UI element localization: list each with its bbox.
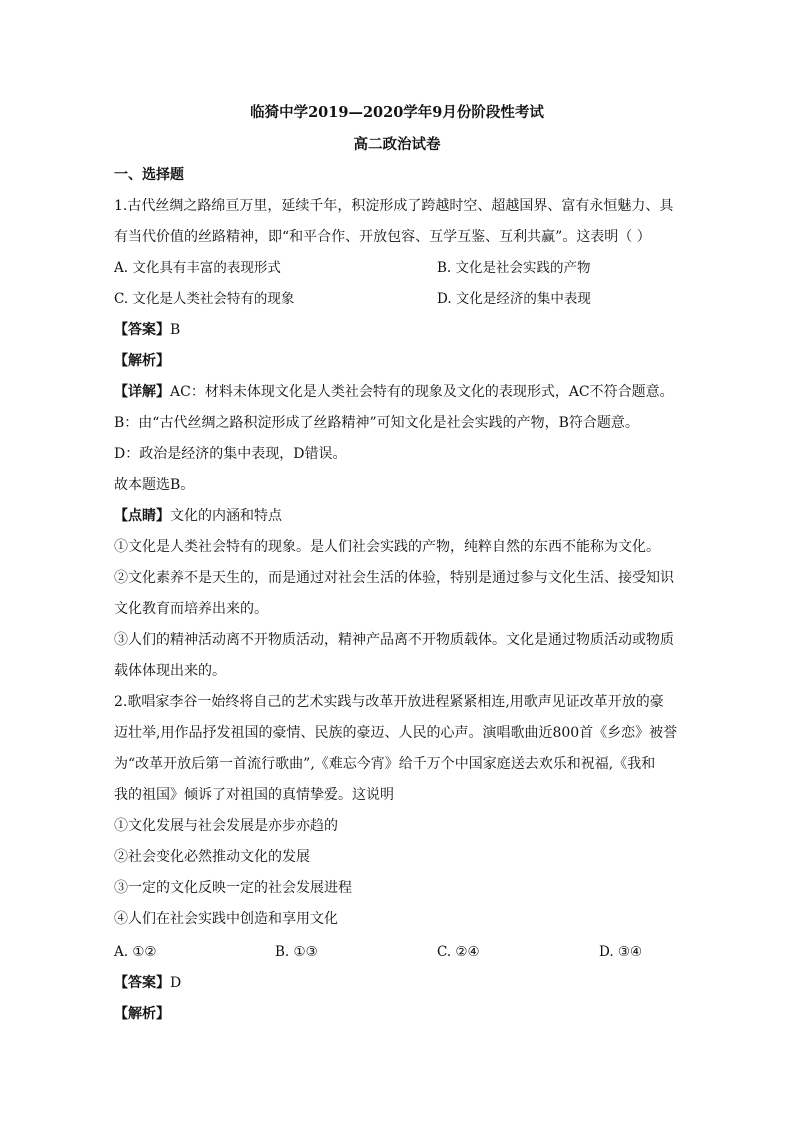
q2-answer	[114, 973, 181, 993]
q1-detail-line-3: D：政治是经济的集中表现，D错误。	[114, 446, 347, 462]
q1-point-title: 文化的内涵和特点	[170, 508, 282, 524]
q1-option-b: B. 文化是社会实践的产物	[437, 260, 591, 276]
q2-option-d: D. ③④	[599, 944, 643, 960]
q1-option-d: D. 文化是经济的集中表现	[437, 291, 591, 307]
q2-answer-tag: 【答案】	[114, 975, 170, 991]
q1-answer	[114, 320, 180, 340]
q1-point-line-5: 载体体现出来的。	[114, 663, 226, 679]
q2-stem-line-4: 我的祖国》倾诉了对祖国的真情挚爱。这说明	[114, 787, 394, 803]
q1-detail-line-2: B：由“古代丝绸之路积淀形成了丝路精神”可知文化是社会实践的产物，B符合题意。	[114, 415, 639, 431]
q1-stem-line-1: 1.古代丝绸之路绵亘万里，延续千年，积淀形成了跨越时空、超越国界、富有永恒魅力、具	[114, 198, 674, 214]
q2-statement-2: ②社会变化必然推动文化的发展	[114, 849, 310, 865]
q1-detail-line-1	[114, 382, 674, 402]
q1-option-a: A. 文化具有丰富的表现形式	[114, 260, 281, 276]
q2-stem-line-3: 为“改革开放后第一首流行歌曲”,《难忘今宵》给千万个中国家庭送去欢乐和祝福,《我和	[114, 756, 656, 772]
q1-detail-line-4: 故本题选B。	[114, 477, 195, 493]
q2-stem-line-1: 2.歌唱家李谷一始终将自己的艺术实践与改革开放进程紧紧相连,用歌声见证改革开放的豪	[114, 694, 664, 710]
q1-point-line-2: ②文化素养不是天生的，而是通过对社会生活的体验，特别是通过参与文化生活、接受知识	[114, 570, 674, 586]
q1-stem-line-2: 有当代价值的丝路精神，即“和平合作、开放包容、互学互鉴、互利共赢”。这表明（ ）	[114, 229, 651, 245]
q1-point-line-1: ①文化是人类社会特有的现象。是人们社会实践的产物，纯粹自然的东西不能称为文化。	[114, 539, 660, 555]
q2-option-b: B. ①③	[275, 944, 318, 960]
q2-stem-line-2: 迈壮举,用作品抒发祖国的豪情、民族的豪迈、人民的心声。演唱歌曲近800首《乡恋》被誉	[114, 725, 678, 741]
q1-option-c: C. 文化是人类社会特有的现象	[114, 291, 295, 307]
q1-answer-tag: 【答案】	[114, 322, 170, 338]
q2-answer-value: D	[170, 975, 182, 991]
exam-subtitle: 高二政治试卷	[353, 136, 441, 153]
q2-statement-3: ③一定的文化反映一定的社会发展进程	[114, 880, 352, 896]
q2-option-c: C. ②④	[437, 944, 480, 960]
q1-analysis-tag: 【解析】	[114, 353, 170, 369]
q2-statement-4: ④人们在社会实践中创造和享用文化	[114, 911, 338, 927]
q2-analysis-tag: 【解析】	[114, 1006, 170, 1022]
q1-detail-text-1: AC：材料未体现文化是人类社会特有的现象及文化的表现形式，AC不符合题意。	[170, 384, 674, 400]
q2-option-a: A. ①②	[114, 944, 157, 960]
exam-title: 临猗中学2019—2020学年9月份阶段性考试	[250, 104, 544, 121]
q1-detail-tag: 【详解】	[114, 384, 170, 400]
q1-point-line-4: ③人们的精神活动离不开物质活动，精神产品离不开物质载体。文化是通过物质活动或物质	[114, 632, 674, 648]
q1-point-heading	[114, 506, 282, 526]
q1-point-line-3: 文化教育而培养出来的。	[114, 601, 268, 617]
q1-answer-value: B	[170, 322, 181, 338]
q1-point-tag: 【点睛】	[114, 508, 170, 524]
q2-statement-1: ①文化发展与社会发展是亦步亦趋的	[114, 818, 338, 834]
section-heading: 一、选择题	[114, 167, 184, 183]
